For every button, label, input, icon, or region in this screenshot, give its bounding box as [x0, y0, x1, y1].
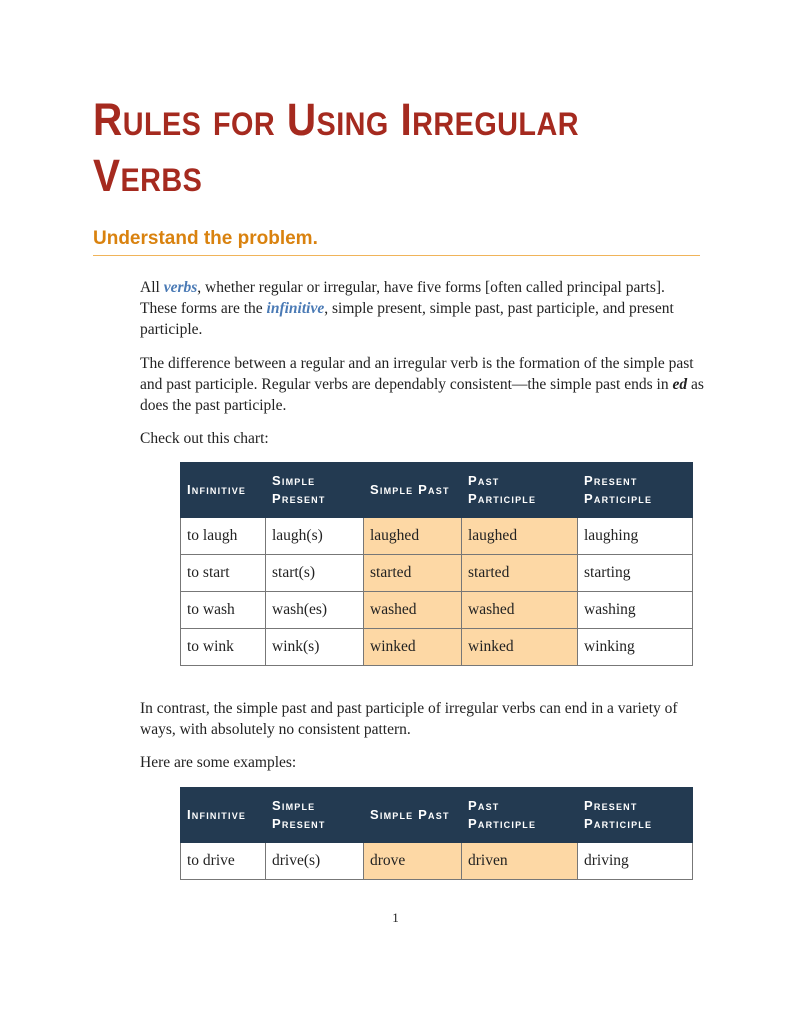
verbs-link[interactable]: verbs [163, 279, 198, 296]
table-row [181, 843, 693, 880]
page-number: 1 [392, 910, 399, 925]
header-infinitive: Infinitive [181, 463, 266, 518]
page-title: Rules for Using Irregular Verbs [93, 94, 579, 201]
header-simple-present: Simple Present [266, 788, 364, 843]
cell: to wash [181, 592, 266, 629]
cell: starting [578, 555, 693, 592]
text: , whether regular or irregular, have five forms [often called principal parts]. These forms are the [140, 279, 665, 317]
cell: drive(s) [266, 843, 364, 880]
cell: started [462, 555, 578, 592]
cell: wash(es) [266, 592, 364, 629]
header-simple-past: Simple Past [364, 463, 462, 518]
header-simple-past: Simple Past [364, 788, 462, 843]
cell: drove [364, 843, 462, 880]
text: as does the past participle. [140, 376, 704, 414]
table-row [181, 518, 693, 555]
cell: laughed [462, 518, 578, 555]
cell: to drive [181, 843, 266, 880]
cell: started [364, 555, 462, 592]
cell: driving [578, 843, 693, 880]
cell: to laugh [181, 518, 266, 555]
ed-emphasis: ed [672, 376, 688, 393]
header-past-participle: Past Participle [462, 788, 578, 843]
cell: washed [462, 592, 578, 629]
text: The difference between a regular and an irregular verb is the formation of the simple past and past participle. Regular verbs are dependably consistent—the simple past ends in [140, 355, 694, 393]
header-present-participle: Present Participle [578, 788, 693, 843]
paragraph-chart-intro: Check out this chart: [140, 430, 269, 447]
cell: to start [181, 555, 266, 592]
cell: winked [462, 629, 578, 666]
cell: winking [578, 629, 693, 666]
cell: laughing [578, 518, 693, 555]
cell: wink(s) [266, 629, 364, 666]
section-heading: Understand the problem. [93, 228, 700, 256]
cell: winked [364, 629, 462, 666]
text: All [140, 279, 164, 296]
table-header-row [181, 788, 693, 843]
paragraph-contrast: In contrast, the simple past and past participle of irregular verbs can end in a variety of ways, with absolutely no consistent pattern. [140, 700, 678, 738]
infinitive-link[interactable]: infinitive [266, 300, 325, 317]
text: , simple present, simple past, past participle, and present participle. [140, 300, 674, 338]
cell: laugh(s) [266, 518, 364, 555]
paragraph-intro [140, 277, 705, 340]
cell: start(s) [266, 555, 364, 592]
table-row [181, 629, 693, 666]
header-past-participle: Past Participle [462, 463, 578, 518]
paragraph-examples-intro: Here are some examples: [140, 754, 297, 771]
cell: laughed [364, 518, 462, 555]
cell: washing [578, 592, 693, 629]
cell: driven [462, 843, 578, 880]
cell: washed [364, 592, 462, 629]
header-present-participle: Present Participle [578, 463, 693, 518]
table-row [181, 592, 693, 629]
table-row [181, 555, 693, 592]
table-header-row [181, 463, 693, 518]
header-infinitive: Infinitive [181, 788, 266, 843]
irregular-verbs-table [180, 787, 693, 880]
regular-verbs-table [180, 462, 693, 666]
header-simple-present: Simple Present [266, 463, 364, 518]
paragraph-difference [140, 353, 705, 416]
cell: to wink [181, 629, 266, 666]
